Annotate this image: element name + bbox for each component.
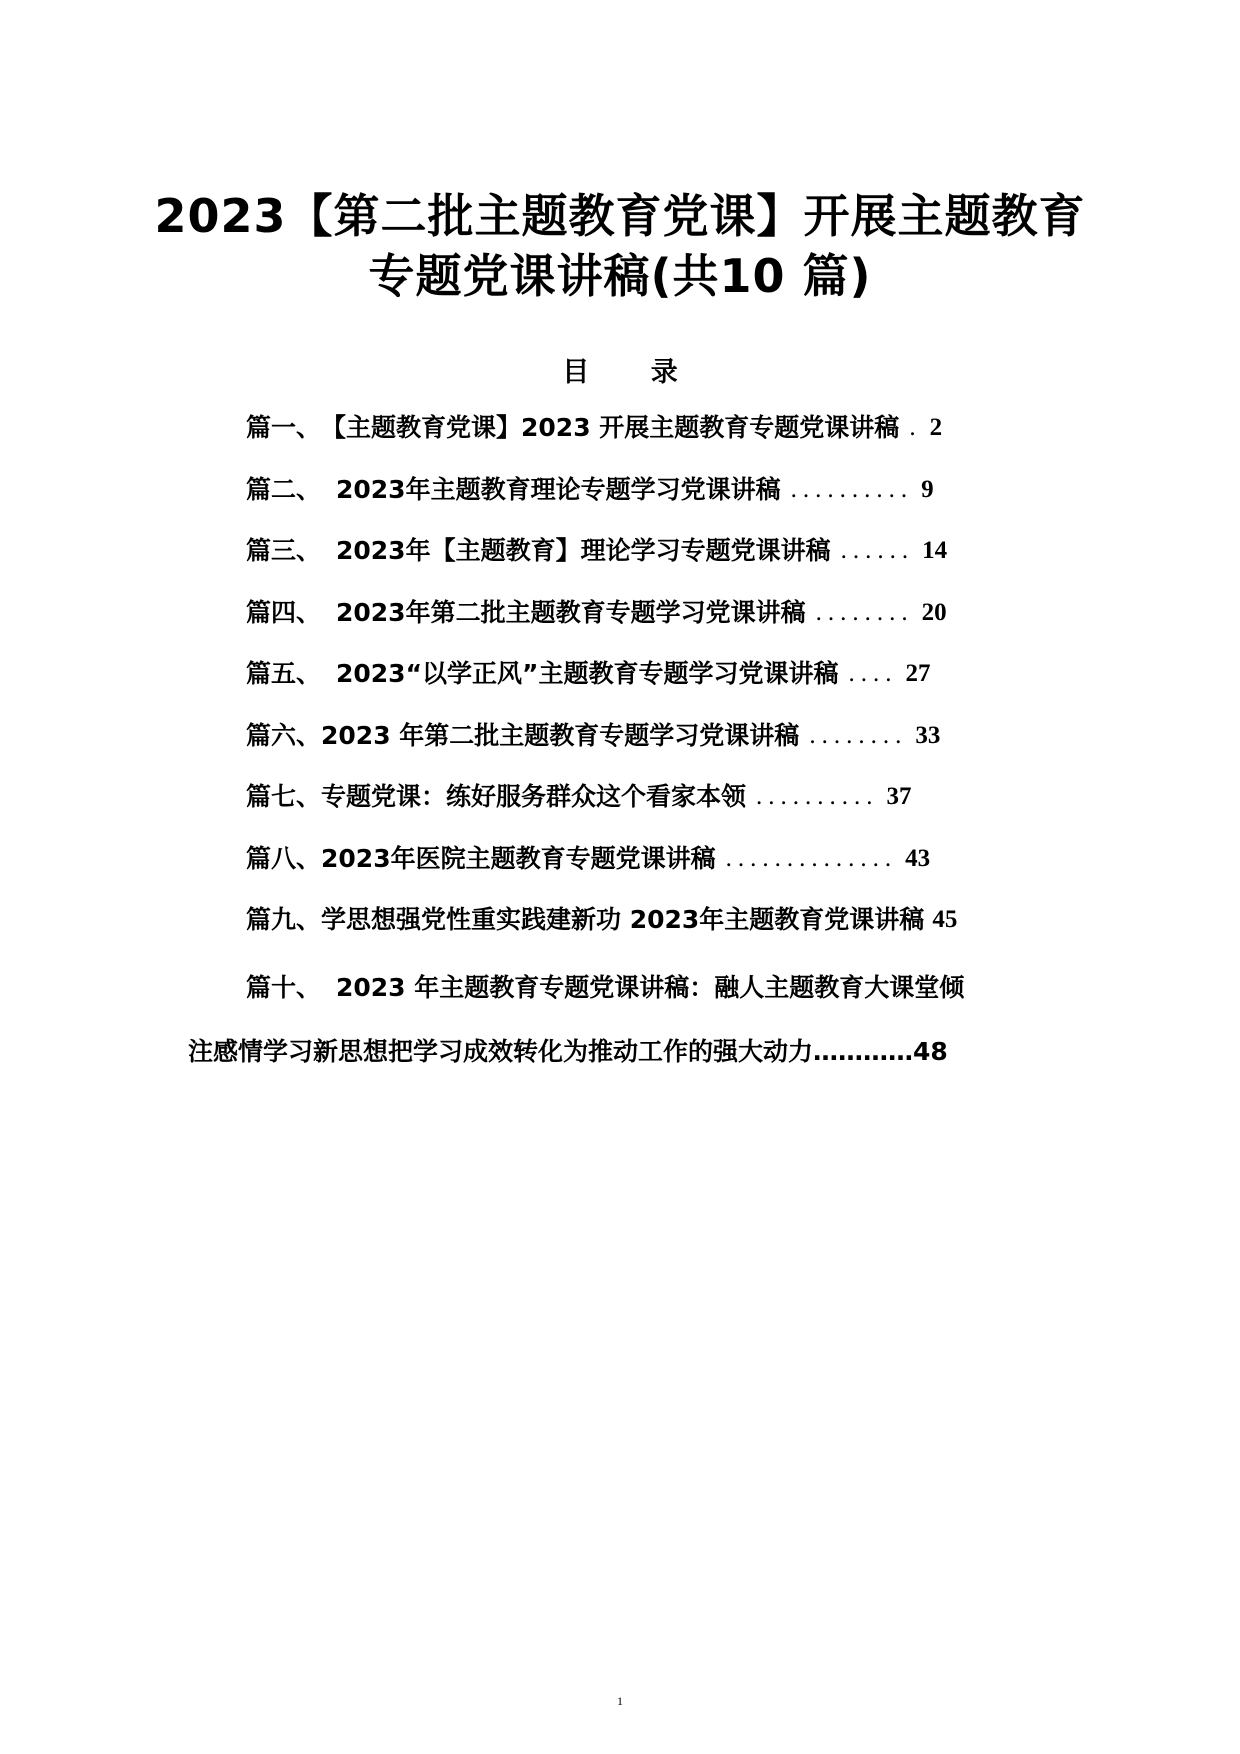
toc-entry-page: 45	[932, 906, 958, 933]
toc-entry-title: 【主题教育党课】2023 开展主题教育专题党课讲稿	[321, 413, 900, 442]
toc-entry-title: 2023“以学正风”主题教育专题学习党课讲稿	[336, 659, 839, 688]
toc-entry-page: 27	[905, 660, 931, 687]
footer-page-number: 1	[617, 1694, 623, 1708]
toc-entry-title: 学思想强党性重实践建新功 2023年主题教育党课讲稿	[321, 905, 925, 934]
toc-entry-6[interactable]	[246, 716, 1046, 756]
toc-leader-dots: ....	[848, 660, 898, 687]
toc-entry-number: 篇六、	[246, 721, 322, 750]
toc-leader-dots: ..........	[756, 783, 879, 810]
toc-leader-dots: ........	[809, 722, 908, 749]
toc-entry-10[interactable]	[246, 968, 1046, 1008]
toc-leader-dots: ........	[815, 599, 914, 626]
toc-heading: 目 录	[562, 357, 704, 388]
toc-entry-title: 2023年第二批主题教育专题学习党课讲稿	[336, 598, 806, 627]
toc-entry-9[interactable]	[246, 900, 1046, 940]
document-title-line-1: 2023【第二批主题教育党课】开展主题教育	[154, 189, 1086, 243]
toc-entry-number: 篇八、	[246, 844, 322, 873]
toc-entry-number: 篇五、	[246, 659, 322, 688]
toc-entry-number: 篇四、	[246, 598, 322, 627]
toc-entry-4[interactable]	[246, 593, 1046, 633]
toc-entry-number: 篇三、	[246, 536, 322, 565]
toc-leader-dots: ..........	[790, 476, 914, 503]
toc-entry-title: 2023年医院主题教育专题党课讲稿	[321, 844, 716, 873]
toc-leader-dots: .	[909, 414, 922, 441]
toc-entry-title: 专题党课：练好服务群众这个看家本领	[321, 782, 747, 811]
toc-entry-number: 篇一、	[246, 413, 322, 442]
toc-entry-title: 2023 年主题教育专题党课讲稿：融人主题教育大课堂倾	[336, 973, 965, 1002]
toc-entry-5[interactable]	[246, 654, 1046, 694]
toc-entry-page: 14	[922, 537, 948, 564]
toc-entry-page: 33	[915, 722, 941, 749]
toc-entry-8[interactable]	[246, 839, 1046, 879]
toc-entry-number: 篇二、	[246, 475, 322, 504]
toc-leader-dots: ......	[840, 537, 915, 564]
toc-entry-page: 43	[905, 845, 931, 872]
toc-entry-page: 20	[921, 599, 947, 626]
toc-entry-number: 篇十、	[246, 973, 322, 1002]
toc-entry-3[interactable]	[246, 531, 1046, 571]
document-title-line-2: 专题党课讲稿(共10 篇)	[368, 249, 872, 303]
toc-entry-10-continuation[interactable]: 注感情学习新思想把学习成效转化为推动工作的强大动力…………48	[188, 1037, 948, 1066]
toc-leader-dots: ..............	[725, 845, 898, 872]
toc-entry-2[interactable]	[246, 470, 1046, 510]
toc-entry-number: 篇九、	[246, 905, 322, 934]
toc-entry-page: 9	[921, 476, 934, 503]
toc-entry-7[interactable]	[246, 777, 1046, 817]
toc-entry-page: 2	[929, 414, 943, 441]
toc-entry-title: 2023 年第二批主题教育专题学习党课讲稿	[321, 721, 800, 750]
toc-entry-title: 2023年主题教育理论专题学习党课讲稿	[336, 475, 781, 504]
toc-entry-title: 2023年【主题教育】理论学习专题党课讲稿	[336, 536, 831, 565]
toc-entry-number: 篇七、	[246, 782, 322, 811]
toc-entry-page: 37	[886, 783, 912, 810]
toc-entry-1[interactable]	[246, 408, 1046, 448]
